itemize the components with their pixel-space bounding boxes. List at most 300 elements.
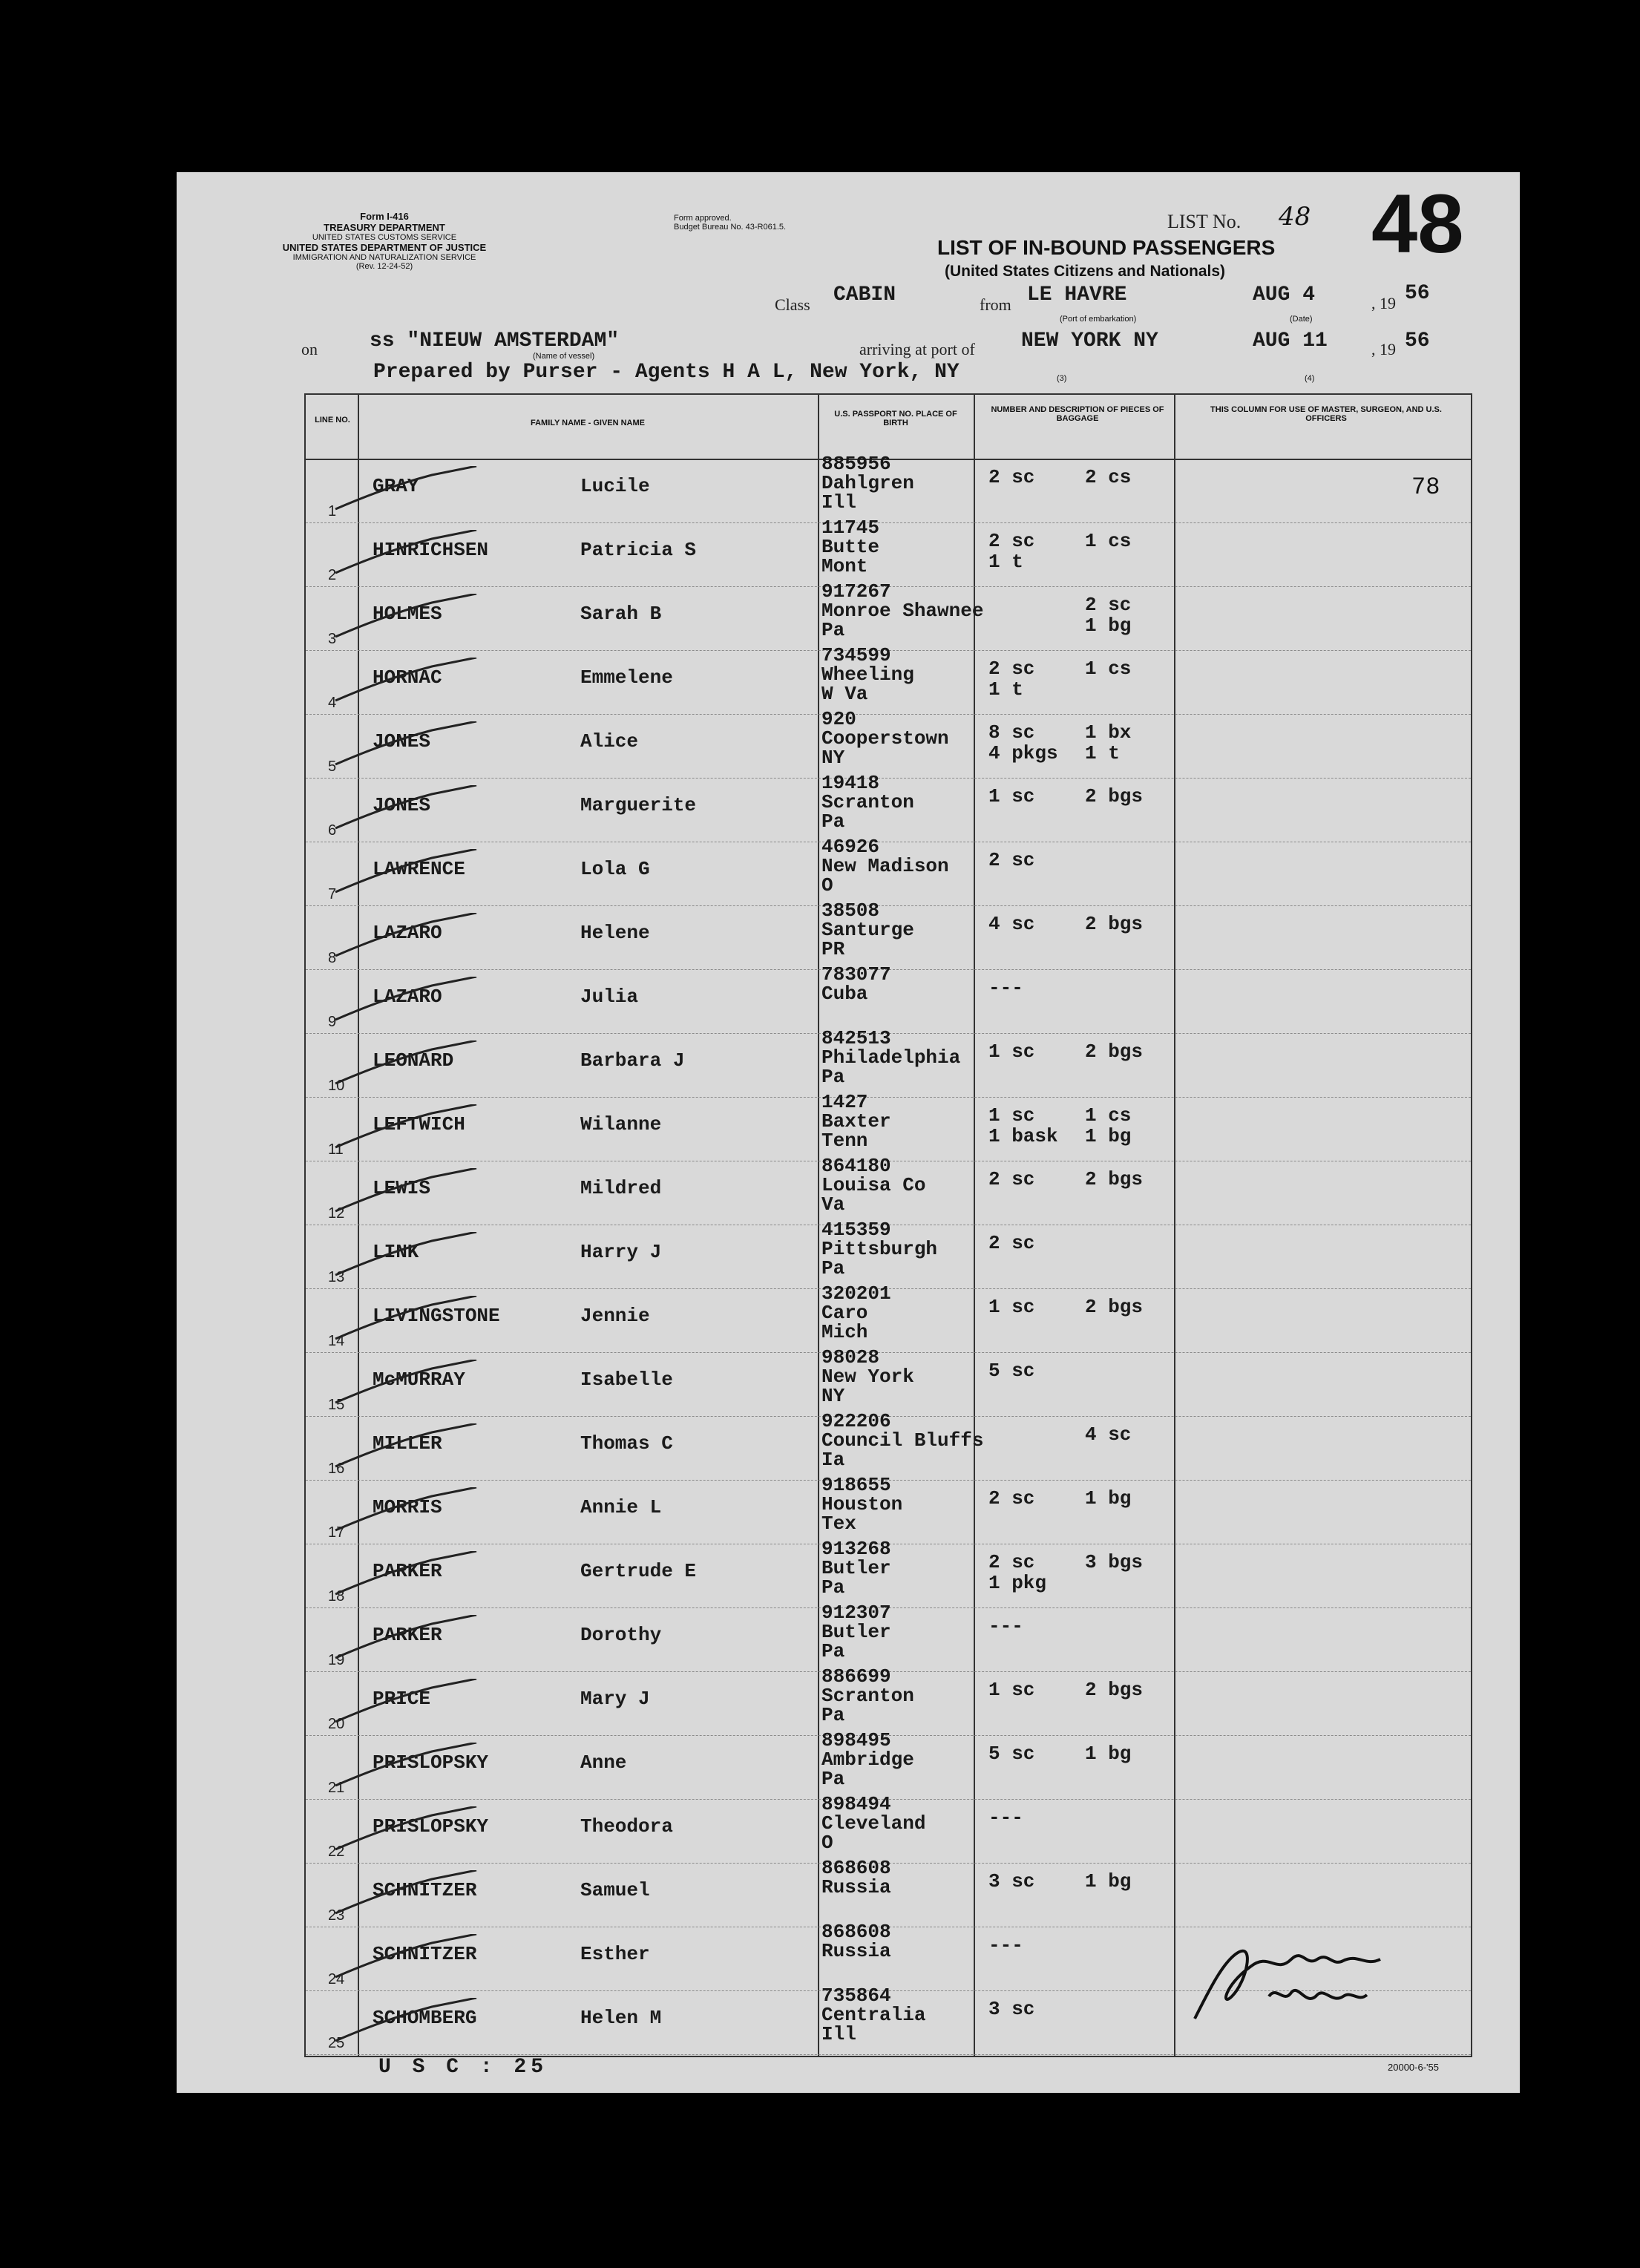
ins-service: IMMIGRATION AND NATURALIZATION SERVICE <box>292 253 476 262</box>
table-row <box>306 1410 1471 1481</box>
check-mark-icon <box>328 721 499 766</box>
line-number: 22 <box>328 1843 345 1860</box>
passport-line: Butler <box>821 1621 891 1643</box>
given-name: Samuel <box>580 1879 650 1901</box>
line-number: 7 <box>328 886 337 902</box>
passport-line: 1427 <box>821 1091 868 1113</box>
line-number: 17 <box>328 1524 345 1541</box>
family-name: McMURRAY <box>373 1369 465 1391</box>
baggage-primary-extra: 1 t <box>988 551 1023 573</box>
passport-line: Pa <box>821 1576 845 1599</box>
family-name: LAZARO <box>373 922 442 944</box>
passport-birthplace <box>821 518 879 576</box>
line-number: 10 <box>328 1078 345 1094</box>
passport-line: Scranton <box>821 1685 914 1707</box>
passport-line: 868608 <box>821 1857 891 1879</box>
check-mark-icon <box>328 658 499 702</box>
vessel-caption: (Name of vessel) <box>533 352 595 361</box>
family-name: GRAY <box>373 475 419 497</box>
year-prefix-2: , 19 <box>1371 340 1396 358</box>
arriving-label: arriving at port of <box>859 340 975 358</box>
family-name: MILLER <box>373 1432 442 1455</box>
passport-line: 11745 <box>821 517 880 539</box>
line-number: 12 <box>328 1205 345 1222</box>
line-number: 18 <box>328 1588 345 1605</box>
baggage-primary: 2 sc <box>988 466 1035 488</box>
passport-birthplace <box>821 1348 914 1406</box>
revision: (Rev. 12-24-52) <box>355 262 413 271</box>
line-number: 1 <box>328 503 337 520</box>
passport-line: NY <box>821 1385 845 1407</box>
passport-line: Cuba <box>821 983 868 1005</box>
given-name: Lucile <box>580 475 650 497</box>
check-mark-icon <box>328 594 499 638</box>
date-departure: AUG 4 <box>1253 284 1316 307</box>
passport-birthplace <box>821 1092 891 1150</box>
passport-line: Pa <box>821 1768 845 1790</box>
table-row <box>306 1665 1471 1736</box>
baggage-primary: 2 sc <box>988 658 1035 680</box>
class-value: CABIN <box>833 284 896 307</box>
year-departure: 56 <box>1405 282 1430 305</box>
baggage-primary-extra: 1 pkg <box>988 1572 1047 1594</box>
passport-line: Ia <box>821 1449 845 1471</box>
passport-birthplace <box>821 837 949 895</box>
passport-line: O <box>821 874 833 897</box>
passport-birthplace <box>821 1220 937 1278</box>
given-name: Sarah B <box>580 603 662 625</box>
family-name: HINRICHSEN <box>373 539 489 561</box>
table-row <box>306 1282 1471 1353</box>
passport-line: Louisa Co <box>821 1174 926 1196</box>
given-name: Dorothy <box>580 1624 662 1646</box>
family-name: PARKER <box>373 1624 442 1646</box>
treasury-dept: TREASURY DEPARTMENT <box>324 222 445 233</box>
given-name: Esther <box>580 1943 650 1965</box>
given-name: Marguerite <box>580 794 697 816</box>
baggage-primary: 1 sc <box>988 1296 1035 1318</box>
family-name: MORRIS <box>373 1496 442 1518</box>
baggage-secondary: 2 bgs <box>1085 1040 1144 1063</box>
passport-line: Pa <box>821 619 845 641</box>
check-mark-icon <box>328 1040 499 1085</box>
baggage-secondary: 2 bgs <box>1085 1168 1144 1190</box>
passport-line: 898495 <box>821 1729 891 1751</box>
arriving-port: NEW YORK NY <box>1021 330 1158 353</box>
given-name: Jennie <box>580 1305 650 1327</box>
check-mark-icon <box>328 977 499 1021</box>
table-row <box>306 1602 1471 1672</box>
family-name: LEWIS <box>373 1177 431 1199</box>
baggage-secondary: 1 cs <box>1085 1104 1132 1127</box>
baggage-primary: 1 sc <box>988 785 1035 807</box>
passport-line: 868608 <box>821 1921 891 1943</box>
table-row <box>306 1091 1471 1161</box>
family-name: HORNAC <box>373 666 442 689</box>
list-no-label: LIST No. <box>1167 211 1242 232</box>
passport-line: Pa <box>821 1257 845 1279</box>
baggage-primary: --- <box>988 1806 1023 1829</box>
baggage-secondary: 2 bgs <box>1085 1679 1144 1701</box>
passport-line: Russia <box>821 1940 891 1962</box>
passport-line: Cooperstown <box>821 727 949 750</box>
family-name: PRISLOPSKY <box>373 1751 489 1774</box>
baggage-secondary-extra: 1 bg <box>1085 1125 1132 1147</box>
baggage-secondary: 1 bg <box>1085 1743 1132 1765</box>
page-title: LIST OF IN-BOUND PASSENGERS <box>937 236 1276 259</box>
table-row <box>306 644 1471 715</box>
baggage-primary: 2 sc <box>988 1232 1035 1254</box>
from-value: LE HAVRE <box>1027 284 1127 307</box>
baggage-primary: 3 sc <box>988 1870 1035 1892</box>
port-embark-caption: (Port of embarkation) <box>1060 315 1137 324</box>
baggage-primary: 2 sc <box>988 849 1035 871</box>
baggage-secondary: 4 sc <box>1085 1423 1132 1446</box>
baggage-primary-extra: 4 pkgs <box>988 742 1058 764</box>
passport-line: Pittsburgh <box>821 1238 938 1260</box>
passport-line: Butler <box>821 1557 891 1579</box>
line-number: 16 <box>328 1461 345 1477</box>
passport-line: Baxter <box>821 1110 891 1133</box>
baggage-primary: 4 sc <box>988 913 1035 935</box>
passport-birthplace <box>821 454 914 512</box>
from-label: from <box>980 295 1011 314</box>
passport-line: Santurge <box>821 919 914 941</box>
passenger-table <box>304 393 1472 2057</box>
line-number: 4 <box>328 695 337 711</box>
baggage-secondary: 2 cs <box>1085 466 1132 488</box>
table-row <box>306 1027 1471 1098</box>
family-name: PRICE <box>373 1688 431 1710</box>
given-name: Thomas C <box>580 1432 673 1455</box>
table-row <box>306 708 1471 779</box>
check-mark-icon <box>328 1679 499 1723</box>
passport-birthplace <box>821 1986 925 2044</box>
passport-birthplace <box>821 1412 983 1469</box>
col-officers: THIS COLUMN FOR USE OF MASTER, SURGEON, AND U.S. OFFICERS <box>1210 405 1442 423</box>
passport-line: 415359 <box>821 1219 891 1241</box>
passport-line: Russia <box>821 1876 891 1898</box>
form-approved <box>674 214 786 232</box>
baggage-secondary: 2 sc <box>1085 594 1132 616</box>
baggage-secondary-extra: 1 t <box>1085 742 1120 764</box>
table-row <box>306 836 1471 906</box>
date-arrival: AUG 11 <box>1253 330 1328 353</box>
table-row <box>306 453 1471 523</box>
table-row <box>306 1729 1471 1800</box>
passport-line: Pa <box>821 810 845 833</box>
check-mark-icon <box>328 1296 499 1340</box>
given-name: Annie L <box>580 1496 662 1518</box>
passport-line: 885956 <box>821 453 891 475</box>
passport-line: Ambridge <box>821 1748 914 1771</box>
passport-birthplace <box>821 709 949 767</box>
passport-line: 898494 <box>821 1793 891 1815</box>
col-name: FAMILY NAME - GIVEN NAME <box>530 419 646 427</box>
family-name: PARKER <box>373 1560 442 1582</box>
passport-line: Scranton <box>821 791 914 813</box>
family-name: LIVINGSTONE <box>373 1305 500 1327</box>
family-name: SCHNITZER <box>373 1943 477 1965</box>
passport-line: 783077 <box>821 963 891 986</box>
passport-line: Centralia <box>821 2004 926 2026</box>
big-list-number: 48 <box>1371 177 1464 270</box>
family-name: SCHNITZER <box>373 1879 477 1901</box>
agency-block <box>251 211 518 271</box>
passport-birthplace <box>821 965 891 1003</box>
passport-birthplace <box>821 1858 891 1897</box>
baggage-primary: --- <box>988 1934 1023 1956</box>
baggage-primary: 1 sc <box>988 1040 1035 1063</box>
baggage-secondary: 3 bgs <box>1085 1551 1144 1573</box>
passport-line: Pa <box>821 1066 845 1088</box>
check-mark-icon <box>328 1487 499 1532</box>
passport-line: Mich <box>821 1321 868 1343</box>
baggage-primary-extra: 1 bask <box>988 1125 1058 1147</box>
passport-birthplace <box>821 1795 925 1852</box>
passport-line: 320201 <box>821 1282 891 1305</box>
table-row <box>306 1538 1471 1608</box>
passport-line: Council Bluffs <box>821 1429 984 1452</box>
line-number: 25 <box>328 2035 345 2051</box>
given-name: Harry J <box>580 1241 662 1263</box>
table-row <box>306 1346 1471 1417</box>
baggage-secondary: 1 bg <box>1085 1487 1132 1510</box>
line-number: 24 <box>328 1971 345 1987</box>
passport-line: 917267 <box>821 580 891 603</box>
form-number: Form I-416 <box>360 211 409 222</box>
passport-line: 98028 <box>821 1346 880 1369</box>
col-baggage: NUMBER AND DESCRIPTION OF PIECES OF BAGGAGE <box>991 405 1164 423</box>
line-number: 23 <box>328 1907 345 1924</box>
passport-line: 38508 <box>821 899 880 922</box>
officer-note: 78 <box>1411 473 1440 501</box>
caption-4: (4) <box>1305 374 1315 383</box>
given-name: Helen M <box>580 2007 662 2029</box>
table-row <box>306 517 1471 587</box>
line-number: 8 <box>328 950 337 966</box>
passport-birthplace <box>821 1603 891 1661</box>
line-number: 9 <box>328 1014 337 1030</box>
check-mark-icon <box>328 1551 499 1596</box>
passport-birthplace <box>821 1922 891 1961</box>
line-number: 14 <box>328 1333 345 1349</box>
family-name: LEONARD <box>373 1049 454 1072</box>
check-mark-icon <box>328 1615 499 1659</box>
line-number: 15 <box>328 1397 345 1413</box>
passport-line: 864180 <box>821 1155 891 1177</box>
check-mark-icon <box>328 1423 499 1468</box>
line-number: 11 <box>328 1141 344 1158</box>
passport-line: Dahlgren <box>821 472 914 494</box>
baggage-primary: 5 sc <box>988 1743 1035 1765</box>
given-name: Emmelene <box>580 666 673 689</box>
given-name: Julia <box>580 986 639 1008</box>
check-mark-icon <box>328 1870 499 1915</box>
family-name: HOLMES <box>373 603 442 625</box>
baggage-primary: 5 sc <box>988 1360 1035 1382</box>
given-name: Gertrude E <box>580 1560 697 1582</box>
baggage-primary: 3 sc <box>988 1998 1035 2020</box>
passport-line: 913268 <box>821 1538 891 1560</box>
prepared-by: Prepared by Purser - Agents H A L, New York, NY <box>373 361 960 384</box>
given-name: Lola G <box>580 858 650 880</box>
given-name: Mildred <box>580 1177 662 1199</box>
family-name: LAZARO <box>373 986 442 1008</box>
passport-line: Caro <box>821 1302 868 1324</box>
given-name: Wilanne <box>580 1113 662 1135</box>
baggage-primary: 2 sc <box>988 1487 1035 1510</box>
caption-3: (3) <box>1057 374 1067 383</box>
passport-line: 920 <box>821 708 856 730</box>
family-name: JONES <box>373 794 431 816</box>
usc-total: U S C : 25 <box>378 2056 548 2079</box>
check-mark-icon <box>328 1104 499 1149</box>
passport-line: Pa <box>821 1640 845 1662</box>
table-row <box>306 1793 1471 1864</box>
line-number: 21 <box>328 1780 345 1796</box>
table-row <box>306 899 1471 970</box>
passport-birthplace <box>821 646 914 704</box>
passport-line: 918655 <box>821 1474 891 1496</box>
baggage-primary: 8 sc <box>988 721 1035 744</box>
baggage-secondary: 2 bgs <box>1085 785 1144 807</box>
given-name: Theodora <box>580 1815 673 1838</box>
check-mark-icon <box>328 530 499 574</box>
check-mark-icon <box>328 1232 499 1276</box>
passport-birthplace <box>821 1284 891 1342</box>
baggage-secondary: 1 bx <box>1085 721 1132 744</box>
family-name: LINK <box>373 1241 419 1263</box>
year-arrival: 56 <box>1405 330 1430 353</box>
check-mark-icon <box>328 849 499 894</box>
list-no-value: 48 <box>1279 202 1311 232</box>
passport-birthplace <box>821 1539 891 1597</box>
passport-line: Ill <box>821 2023 856 2045</box>
baggage-secondary: 1 cs <box>1085 530 1132 552</box>
passport-line: Mont <box>821 555 868 577</box>
given-name: Alice <box>580 730 639 753</box>
passport-birthplace <box>821 1156 925 1214</box>
passport-line: New York <box>821 1366 914 1388</box>
baggage-primary: 2 sc <box>988 1551 1035 1573</box>
vessel-name: ss "NIEUW AMSTERDAM" <box>370 330 620 353</box>
table-row <box>306 1155 1471 1225</box>
table-row <box>306 1219 1471 1289</box>
check-mark-icon <box>328 1360 499 1404</box>
passport-line: 842513 <box>821 1027 891 1049</box>
passport-line: Wheeling <box>821 663 914 686</box>
check-mark-icon <box>328 1743 499 1787</box>
check-mark-icon <box>328 1998 499 2042</box>
passport-line: O <box>821 1832 833 1854</box>
baggage-primary: 2 sc <box>988 530 1035 552</box>
handwritten-signature <box>1180 1915 1432 2033</box>
table-header <box>306 395 1471 460</box>
family-name: JONES <box>373 730 431 753</box>
year-prefix-1: , 19 <box>1371 294 1396 312</box>
budget-text: Budget Bureau No. 43-R061.5. <box>674 223 787 232</box>
passport-line: Tenn <box>821 1130 868 1152</box>
line-number: 5 <box>328 758 337 775</box>
baggage-primary: --- <box>988 1615 1023 1637</box>
on-label: on <box>301 340 318 358</box>
baggage-secondary: 2 bgs <box>1085 1296 1144 1318</box>
baggage-secondary: 1 bg <box>1085 1870 1132 1892</box>
given-name: Anne <box>580 1751 627 1774</box>
passport-line: Va <box>821 1193 845 1216</box>
passport-line: 46926 <box>821 836 880 858</box>
passport-birthplace <box>821 901 914 959</box>
line-number: 2 <box>328 567 337 583</box>
passport-line: New Madison <box>821 855 949 877</box>
check-mark-icon <box>328 785 499 830</box>
passport-line: Monroe Shawnee <box>821 600 984 622</box>
passport-line: 735864 <box>821 1984 891 2007</box>
form-code: 20000-6-'55 <box>1388 2062 1439 2073</box>
passport-birthplace <box>821 1029 960 1087</box>
check-mark-icon <box>328 466 499 511</box>
given-name: Barbara J <box>580 1049 685 1072</box>
passport-line: NY <box>821 747 845 769</box>
passport-line: 912307 <box>821 1602 891 1624</box>
baggage-secondary-extra: 1 bg <box>1085 614 1132 637</box>
passport-birthplace <box>821 1731 914 1789</box>
passport-birthplace <box>821 582 983 640</box>
baggage-secondary: 1 cs <box>1085 658 1132 680</box>
baggage-primary-extra: 1 t <box>988 678 1023 701</box>
baggage-primary: 2 sc <box>988 1168 1035 1190</box>
passport-line: 886699 <box>821 1665 891 1688</box>
col-line-no: LINE NO. <box>315 416 350 425</box>
given-name: Helene <box>580 922 650 944</box>
family-name: PRISLOPSKY <box>373 1815 489 1838</box>
col-passport: U.S. PASSPORT NO. PLACE OF BIRTH <box>834 410 957 427</box>
given-name: Patricia S <box>580 539 697 561</box>
passport-line: Ill <box>821 491 856 514</box>
customs-service: UNITED STATES CUSTOMS SERVICE <box>312 233 457 242</box>
passport-line: Tex <box>821 1512 856 1535</box>
baggage-primary: 1 sc <box>988 1679 1035 1701</box>
class-label: Class <box>775 295 810 314</box>
family-name: LAWRENCE <box>373 858 465 880</box>
passport-line: 19418 <box>821 772 880 794</box>
passport-birthplace <box>821 1475 902 1533</box>
passport-line: Pa <box>821 1704 845 1726</box>
given-name: Isabelle <box>580 1369 673 1391</box>
passport-line: Cleveland <box>821 1812 926 1835</box>
passport-line: PR <box>821 938 845 960</box>
line-number: 6 <box>328 822 337 839</box>
given-name: Mary J <box>580 1688 650 1710</box>
passport-line: 922206 <box>821 1410 891 1432</box>
passport-birthplace <box>821 773 914 831</box>
check-mark-icon <box>328 913 499 957</box>
baggage-primary: --- <box>988 977 1023 999</box>
passport-line: 734599 <box>821 644 891 666</box>
table-row <box>306 1474 1471 1544</box>
approved-text: Form approved. <box>674 214 732 223</box>
passport-line: Houston <box>821 1493 903 1515</box>
line-number: 3 <box>328 631 337 647</box>
family-name: SCHOMBERG <box>373 2007 477 2029</box>
justice-dept: UNITED STATES DEPARTMENT OF JUSTICE <box>282 242 487 253</box>
line-number: 13 <box>328 1269 345 1285</box>
passport-line: Philadelphia <box>821 1046 961 1069</box>
passport-line: Butte <box>821 536 880 558</box>
table-row <box>306 772 1471 842</box>
family-name: LEFTWICH <box>373 1113 465 1135</box>
